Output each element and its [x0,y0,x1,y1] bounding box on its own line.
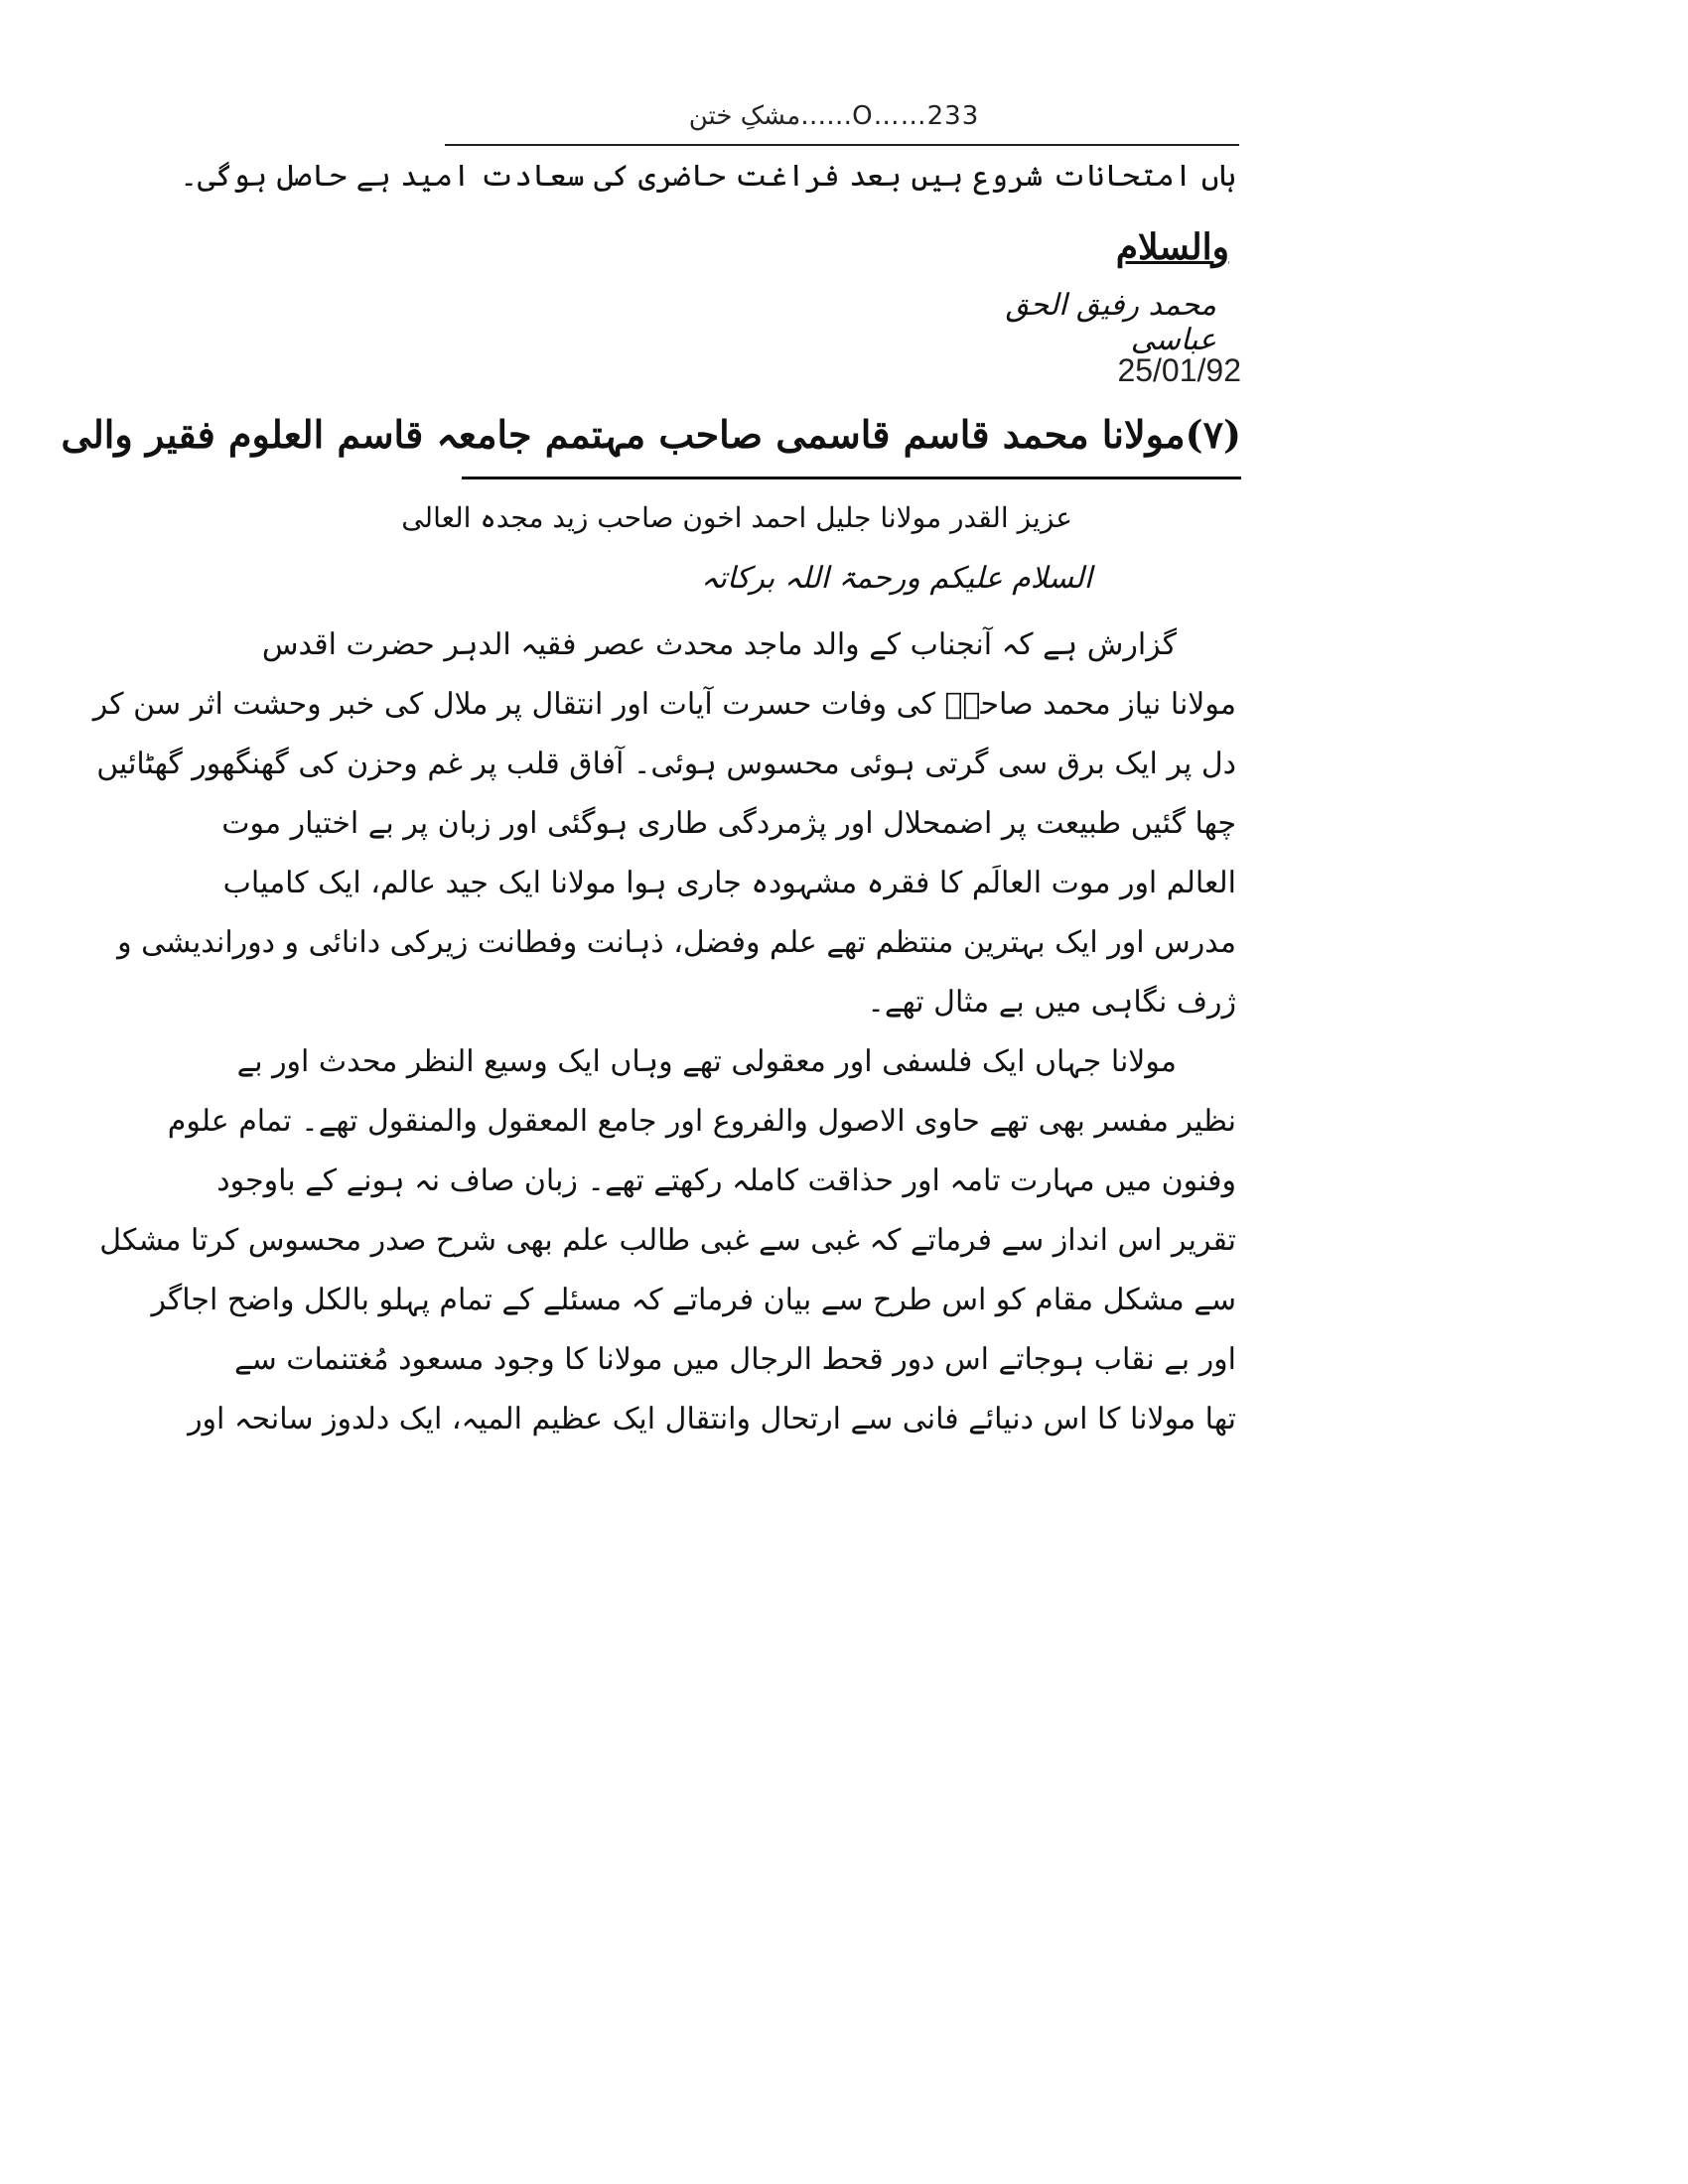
closing-salutation: والسلام [1115,226,1229,268]
paragraph-line: تقریر اس انداز سے فرماتے کہ غبی سے غبی طالب علم بھی شرح صدر محسوس کرتا مشکل [99,1223,1236,1258]
paragraph-line: سے مشکل مقام کو اس طرح سے بیان فرماتے کہ مسئلے کے تمام پہلو بالکل واضح اجاگر [151,1283,1236,1317]
greeting: السلام علیکم ورحمۃ اللہ برکاتہ [701,561,1092,596]
page-header: مشکِ ختن……O……233 [688,101,980,131]
paragraph-line: اور بے نقاب ہوجاتے اس دور قحط الرجال میں مولانا کا وجود مسعود مُغتنمات سے [233,1342,1236,1377]
paragraph-line: مولانا نیاز محمد صاحبؒ کی وفات حسرت آیات اور انتقال پر ملال کی خبر وحشت اثر سن کر [92,687,1236,722]
paragraph-line: مولانا جہاں ایک فلسفی اور معقولی تھے وہاں ایک وسیع النظر محدث اور بے [236,1044,1177,1079]
signature: محمد رفیق الحق عباسی [1005,288,1216,357]
paragraph-2 [99,1032,1236,1449]
section-heading: (۷)مولانا محمد قاسم قاسمی صاحب مہتمم جامعہ قاسم العلوم فقیر والی [61,412,1241,457]
paragraph-line: وفنون میں مہارت تامہ اور حذاقت کاملہ رکھتے تھے۔ زبان صاف نہ ہونے کے باوجود [216,1163,1236,1198]
header-divider [445,144,1239,146]
paragraph-line: دل پر ایک برق سی گرتی ہوئی محسوس ہوئی۔ آفاق قلب پر غم وحزن کی گھنگھور گھٹائیں [96,747,1236,781]
letter-date: 25/01/92 [1117,352,1241,388]
paragraph-line: تھا مولانا کا اس دنیائے فانی سے ارتحال وانتقال ایک عظیم المیہ، ایک دلدوز سانحہ اور [188,1402,1236,1436]
paragraph-line: گزارش ہے کہ آنجناب کے والد ماجد محدث عصر فقیہ الدہر حضرت اقدس [261,627,1177,662]
paragraph-line: چھا گئیں طبیعت پر اضمحلال اور پژمردگی طاری ہوگئی اور زبان پر بے اختیار موت [221,806,1236,841]
heading-underline [462,477,1241,479]
paragraph-line: نظیر مفسر بھی تھے حاوی الاصول والفروع اور جامع المعقول والمنقول تھے۔ تمام علوم [167,1104,1236,1139]
letter-closing-line: ہاں امتحانات شروع ہیں بعد فراغت حاضری کی سعادت امید ہے حاصل ہوگی۔ [180,159,1236,194]
paragraph-line: العالم اور موت العالَم کا فقرہ مشہودہ جاری ہوا مولانا ایک جید عالم، ایک کامیاب [222,866,1236,900]
paragraph-line: ژرف نگاہی میں بے مثال تھے۔ [867,985,1236,1020]
paragraph-1 [92,615,1236,1032]
addressee: عزیز القدر مولانا جلیل احمد اخون صاحب زید مجدہ العالی [401,501,1072,534]
paragraph-line: مدرس اور ایک بہترین منتظم تھے علم وفضل، ذہانت وفطانت زیرکی دانائی و دوراندیشی و [117,925,1236,960]
